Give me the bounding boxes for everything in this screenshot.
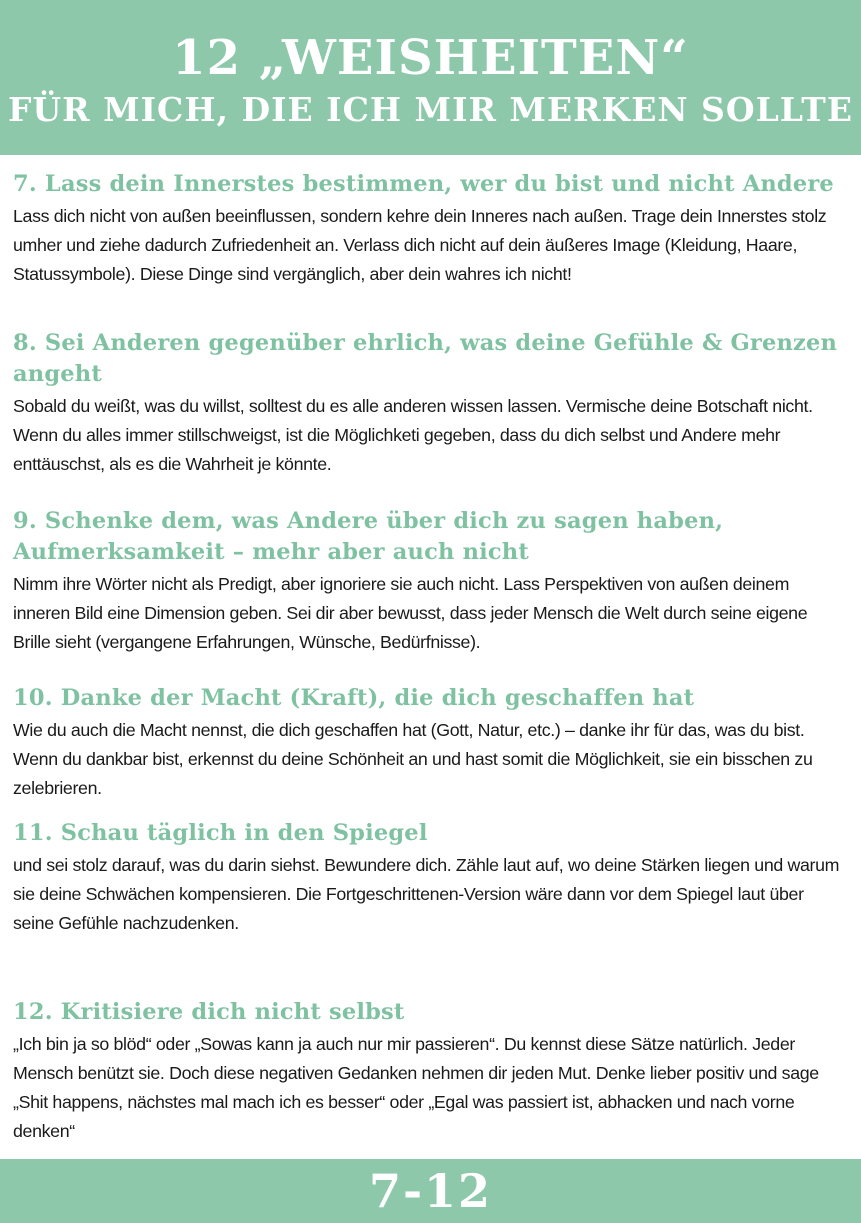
section-8 <box>13 328 849 479</box>
section-body: Wie du auch die Macht nennst, die dich geschaffen hat (Gott, Natur, etc.) – danke ihr für das, was du bist. Wenn du dankbar bist, erkennst du deine Schönheit an und hast somit die Möglichkeit, sie ein bisschen zu zelebrieren. <box>13 720 813 798</box>
page-range-footer: 7-12 <box>0 1159 861 1223</box>
section-10 <box>13 683 849 803</box>
section-body: Sobald du weißt, was du willst, solltest du es alle anderen wissen lassen. Vermische deine Botschaft nicht. Wenn du alles immer stillschweigst, ist die Möglichketi gegeben, dass du dich selbst und Andere mehr enttäuschst, als es die Wahrheit je könnte. <box>13 396 813 474</box>
section-heading: 11. Schau täglich in den Spiegel <box>13 820 428 846</box>
page-header <box>0 0 861 155</box>
section-11 <box>13 818 849 938</box>
section-heading: 9. Schenke dem, was Andere über dich zu sagen haben, Aufmerksamkeit – mehr aber auch nicht <box>13 508 724 565</box>
section-heading: 10. Danke der Macht (Kraft), die dich geschaffen hat <box>13 685 695 711</box>
page-subtitle: FÜR MICH, DIE ICH MIR MERKEN SOLLTE <box>7 90 854 129</box>
section-heading: 7. Lass dein Innerstes bestimmen, wer du bist und nicht Andere <box>13 171 834 197</box>
section-body: Nimm ihre Wörter nicht als Predigt, aber ignoriere sie auch nicht. Lass Perspektiven von außen deinem inneren Bild eine Dimension geben. Sei dir aber bewusst, dass jeder Mensch die Welt durch seine eigene Brille sieht (vergangene Erfahrungen, Wünsche, Bedürfnisse). <box>13 574 808 652</box>
section-body: und sei stolz darauf, was du darin siehst. Bewundere dich. Zähle laut auf, wo deine Stärken liegen und warum sie deine Schwächen kompensieren. Die Fortgeschrittenen-Version wäre dann vor dem Spiegel laut über seine Gefühle nachzudenken. <box>13 855 840 933</box>
page-title: 12 „WEISHEITEN“ <box>172 30 689 86</box>
section-7 <box>13 169 849 289</box>
section-heading: 8. Sei Anderen gegenüber ehrlich, was deine Gefühle & Grenzen angeht <box>13 330 838 387</box>
section-9 <box>13 506 849 657</box>
section-12 <box>13 997 849 1146</box>
section-body: Lass dich nicht von außen beeinflussen, sondern kehre dein Inneres nach außen. Trage dein Innerstes stolz umher und ziehe dadurch Zufriedenheit an. Verlass dich nicht auf dein äußeres Image (Kleidung, Haare, Statussymbole). Diese Dinge sind vergänglich, aber dein wahres ich nicht! <box>13 206 827 284</box>
section-body: „Ich bin ja so blöd“ oder „Sowas kann ja auch nur mir passieren“. Du kennst diese Sätze natürlich. Jeder Mensch benützt sie. Doch diese negativen Gedanken nehmen dir jeden Mut. Denke lieber positiv und sage „Shit happens, nächstes mal mach ich es besser“ oder „Egal was passiert ist, abhacken und nach vorne denken“ <box>13 1034 819 1141</box>
section-heading: 12. Kritisiere dich nicht selbst <box>13 999 405 1025</box>
